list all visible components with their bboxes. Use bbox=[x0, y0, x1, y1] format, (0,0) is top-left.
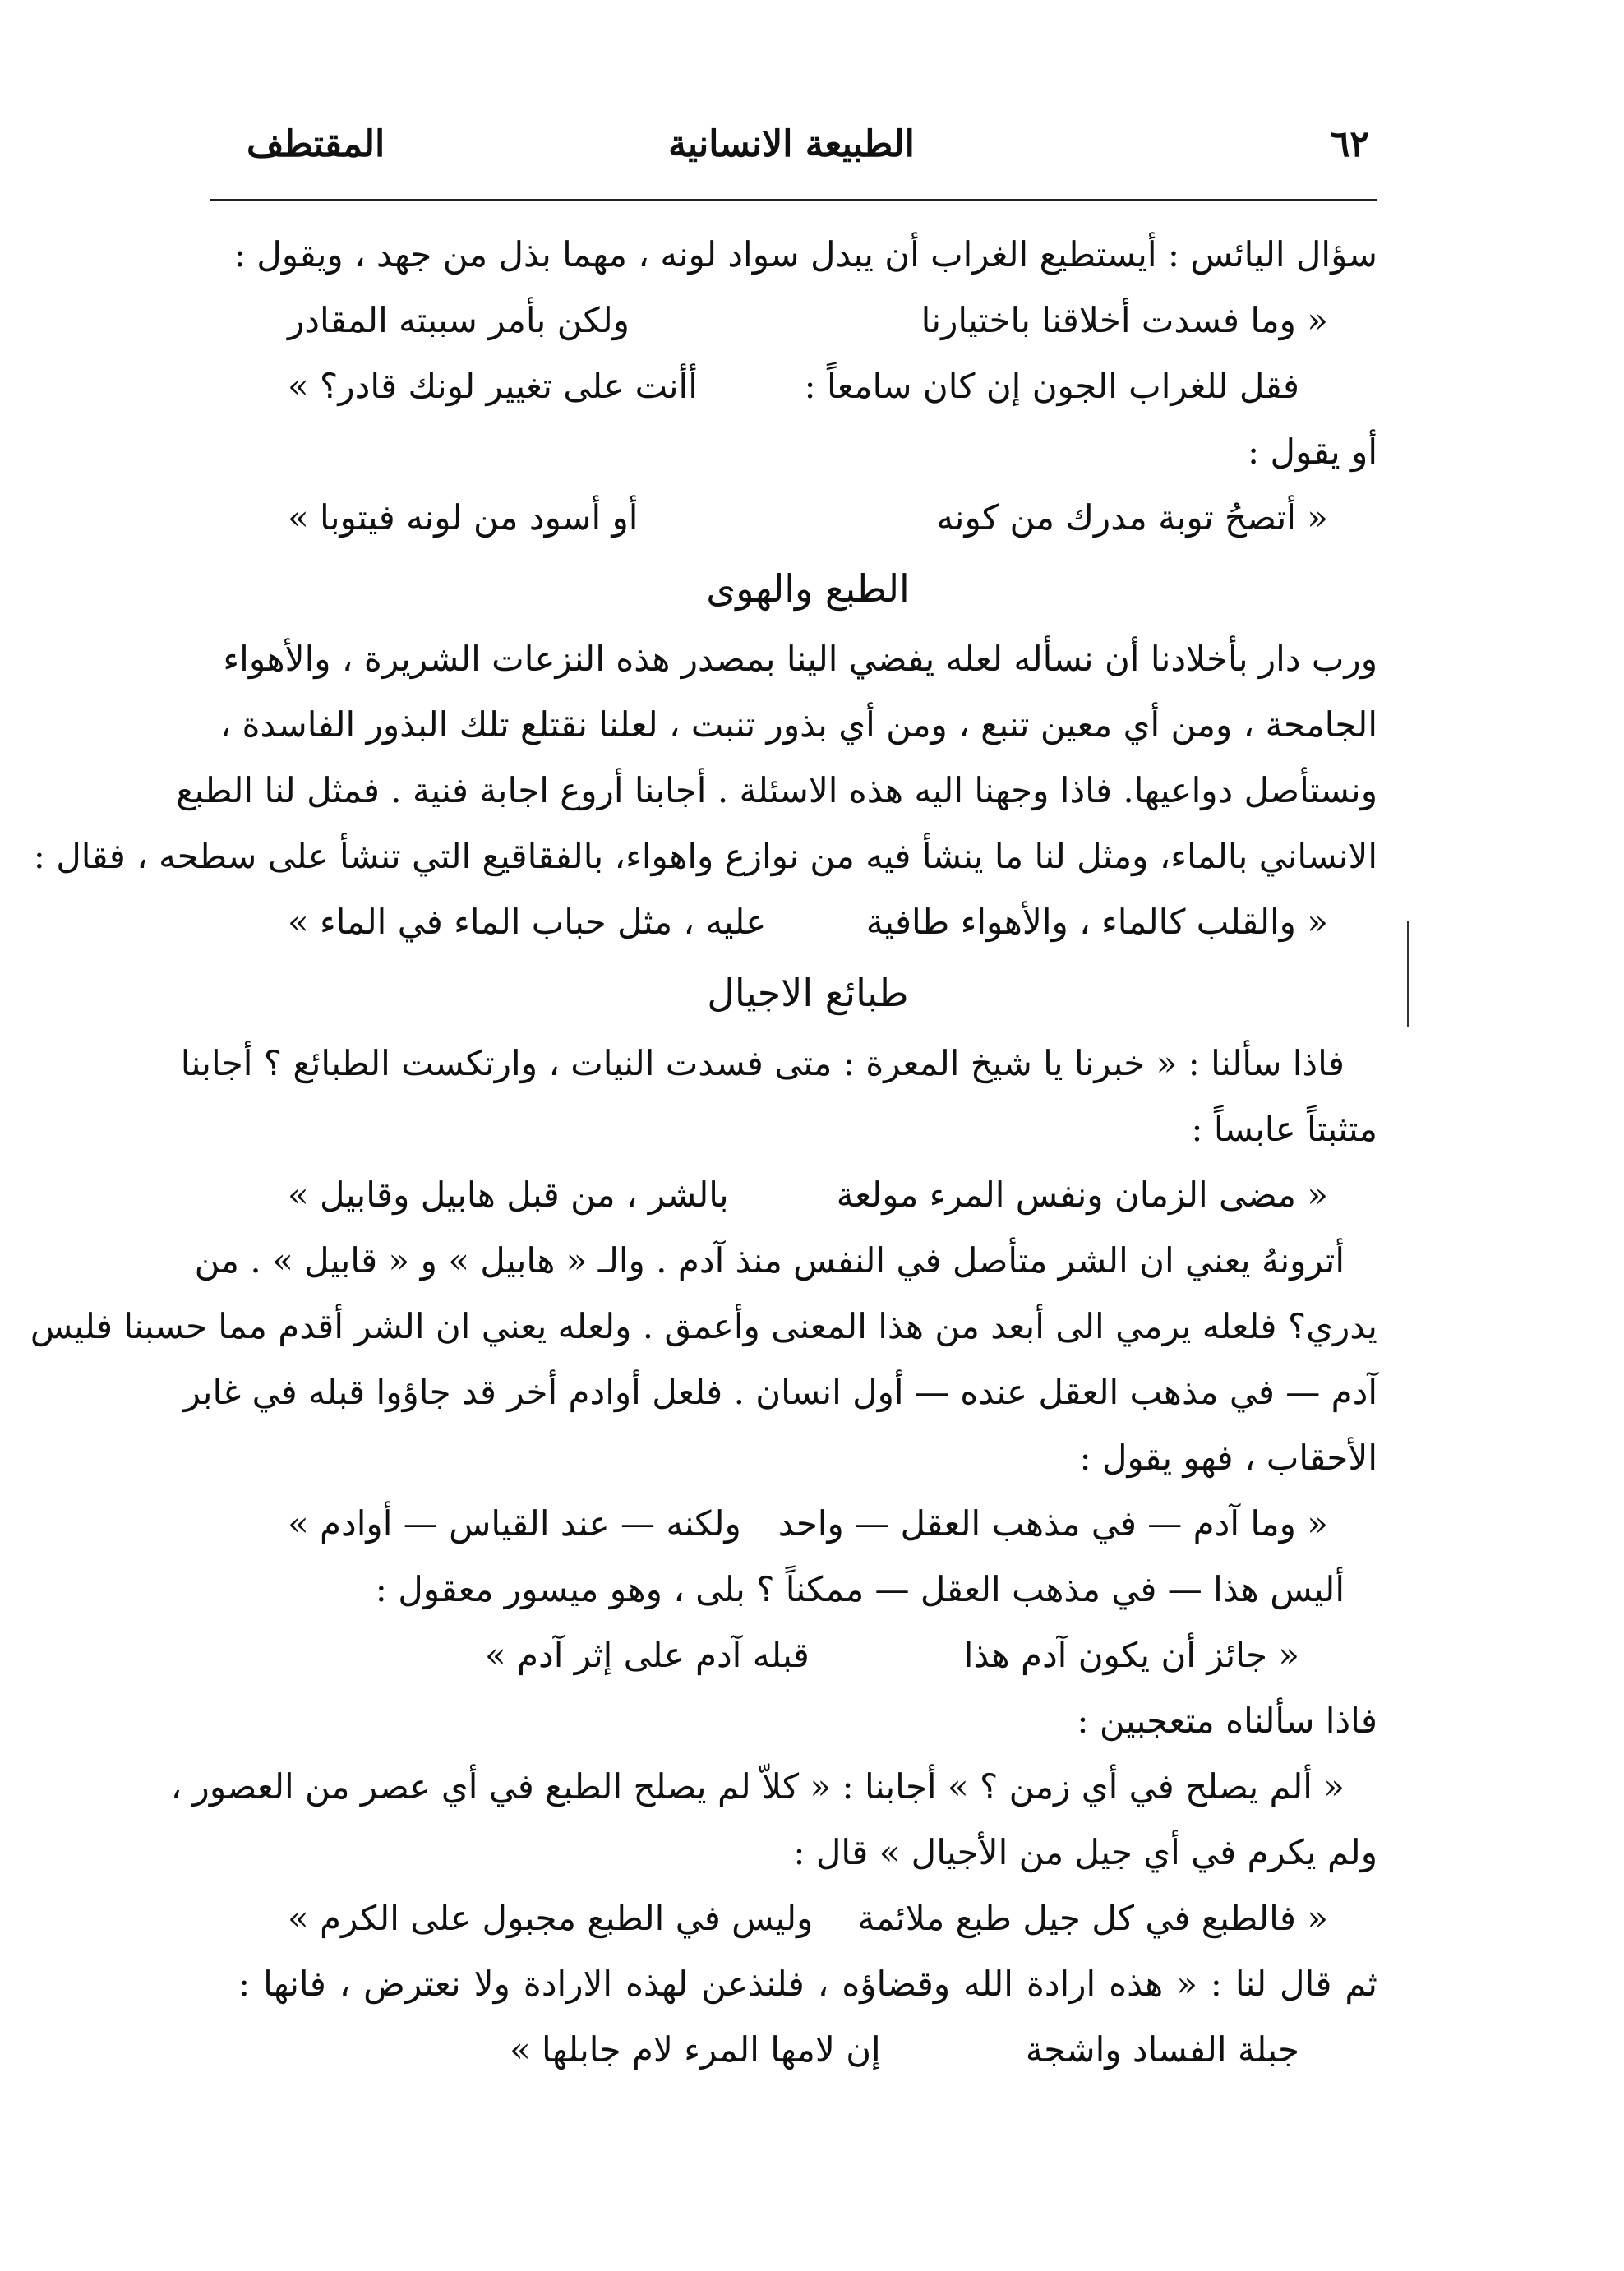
verse-hemistich-second: ولكن بأمر سببته المقادر bbox=[288, 300, 630, 340]
verse-hemistich-first: « وما فسدت أخلاقنا باختيارنا bbox=[920, 300, 1328, 340]
text-line: يدري؟ فلعله يرمي الى أبعد من هذا المعنى وأعمق . ولعله يعني ان الشر أقدم مما حسبنا فليس bbox=[30, 1306, 1377, 1346]
text-line: ولم يكرم في أي جيل من الأجيال » قال : bbox=[793, 1832, 1377, 1872]
text-line: « ألم يصلح في أي زمن ؟ » أجابنا : « كلاّ لم يصلح الطبع في أي عصر من العصور ، bbox=[170, 1766, 1345, 1807]
text-line: أترونهُ يعني ان الشر متأصل في النفس منذ آدم . والـ « هابيل » و « قابيل » . من bbox=[194, 1240, 1345, 1281]
verse-hemistich-second: أو أسود من لونه فيتوبا » bbox=[288, 497, 639, 538]
text-line: فاذا سألنا : « خبرنا يا شيخ المعرة : متى فسدت النيات ، وارتكست الطبائع ؟ أجابنا bbox=[180, 1043, 1345, 1083]
verse bbox=[238, 889, 1377, 955]
verse bbox=[238, 288, 1377, 353]
text-line: أليس هذا — في مذهب العقل — ممكناً ؟ بلى ، وهو ميسور معقول : bbox=[375, 1569, 1345, 1609]
page-body bbox=[30, 222, 1377, 2083]
verse bbox=[238, 1886, 1377, 1951]
text-line: ونستأصل دواعيها. فاذا وجهنا اليه هذه الاسئلة . أجابنا أروع اجابة فنية . فمثل لنا الطبع bbox=[176, 770, 1377, 810]
section-heading: الطبع والهوى bbox=[706, 566, 910, 611]
verse-hemistich-second: عليه ، مثل حباب الماء في الماء » bbox=[288, 902, 767, 942]
text-line: أو يقول : bbox=[1248, 432, 1377, 472]
text-line: الأحقاب ، فهو يقول : bbox=[1079, 1438, 1377, 1478]
verse-hemistich-second: أأنت على تغيير لونك قادر؟ » bbox=[288, 366, 698, 406]
verse-hemistich-second: وليس في الطبع مجبول على الكرم » bbox=[288, 1898, 814, 1938]
verse bbox=[238, 353, 1377, 419]
verse-hemistich-second: قبله آدم على إثر آدم » bbox=[485, 1635, 810, 1675]
verse-hemistich-first: « جائز أن يكون آدم هذا bbox=[963, 1635, 1299, 1675]
verse-hemistich-first: « مضى الزمان ونفس المرء مولعة bbox=[836, 1175, 1328, 1215]
verse bbox=[238, 2017, 1377, 2083]
page-number: ٦٢ bbox=[1330, 123, 1369, 165]
margin-mark bbox=[1407, 921, 1409, 1027]
running-title: الطبيعة الانسانية bbox=[668, 123, 915, 165]
verse-hemistich-second: ولكنه — عند القياس — أوادم » bbox=[288, 1503, 741, 1544]
verse-hemistich-first: « أتصحُ توبة مدرك من كونه bbox=[936, 497, 1328, 538]
text-line: سؤال اليائس : أيستطيع الغراب أن يبدل سواد لونه ، مهما بذل من جهد ، ويقول : bbox=[233, 234, 1377, 275]
header-rule bbox=[210, 199, 1377, 201]
verse bbox=[238, 485, 1377, 551]
verse-hemistich-first: « وما آدم — في مذهب العقل — واحد bbox=[777, 1503, 1328, 1544]
verse-hemistich-first: « والقلب كالماء ، والأهواء طافية bbox=[865, 902, 1328, 942]
verse-hemistich-first: فقل للغراب الجون إن كان سامعاً : bbox=[804, 366, 1299, 406]
verse bbox=[238, 1162, 1377, 1228]
verse-hemistich-first: « فالطبع في كل جيل طبع ملائمة bbox=[857, 1898, 1328, 1938]
text-line: فاذا سألناه متعجبين : bbox=[1077, 1701, 1377, 1741]
text-line: الجامحة ، ومن أي معين تنبع ، ومن أي بذور تنبت ، لعلنا نقتلع تلك البذور الفاسدة ، bbox=[219, 704, 1377, 745]
section-heading: طبائع الاجيال bbox=[707, 971, 909, 1015]
journal-name: المقتطف bbox=[247, 123, 385, 165]
verse bbox=[238, 1622, 1377, 1688]
verse bbox=[238, 1491, 1377, 1557]
text-line: متثبتاً عابساً : bbox=[1191, 1109, 1377, 1149]
text-line: ثم قال لنا : « هذه ارادة الله وقضاؤه ، فلنذعن لهذه الارادة ولا نعترض ، فانها : bbox=[238, 1964, 1377, 2004]
verse-hemistich-second: بالشر ، من قبل هابيل وقابيل » bbox=[288, 1175, 729, 1215]
text-line: ورب دار بأخلادنا أن نسأله لعله يفضي الينا بمصدر هذه النزعات الشريرة ، والأهواء bbox=[223, 639, 1377, 679]
page-header bbox=[214, 123, 1369, 189]
text-line: الانساني بالماء، ومثل لنا ما ينشأ فيه من نوازع واهواء، بالفقاقيع التي تنشأ على سطحه ، فقال : bbox=[33, 836, 1377, 876]
verse-hemistich-first: جبلة الفساد واشجة bbox=[1025, 2029, 1299, 2070]
verse-hemistich-second: إن لامها المرء لام جابلها » bbox=[510, 2029, 881, 2070]
text-line: آدم — في مذهب العقل عنده — أول انسان . فلعل أوادم أخر قد جاؤوا قبله في غابر bbox=[183, 1372, 1377, 1412]
